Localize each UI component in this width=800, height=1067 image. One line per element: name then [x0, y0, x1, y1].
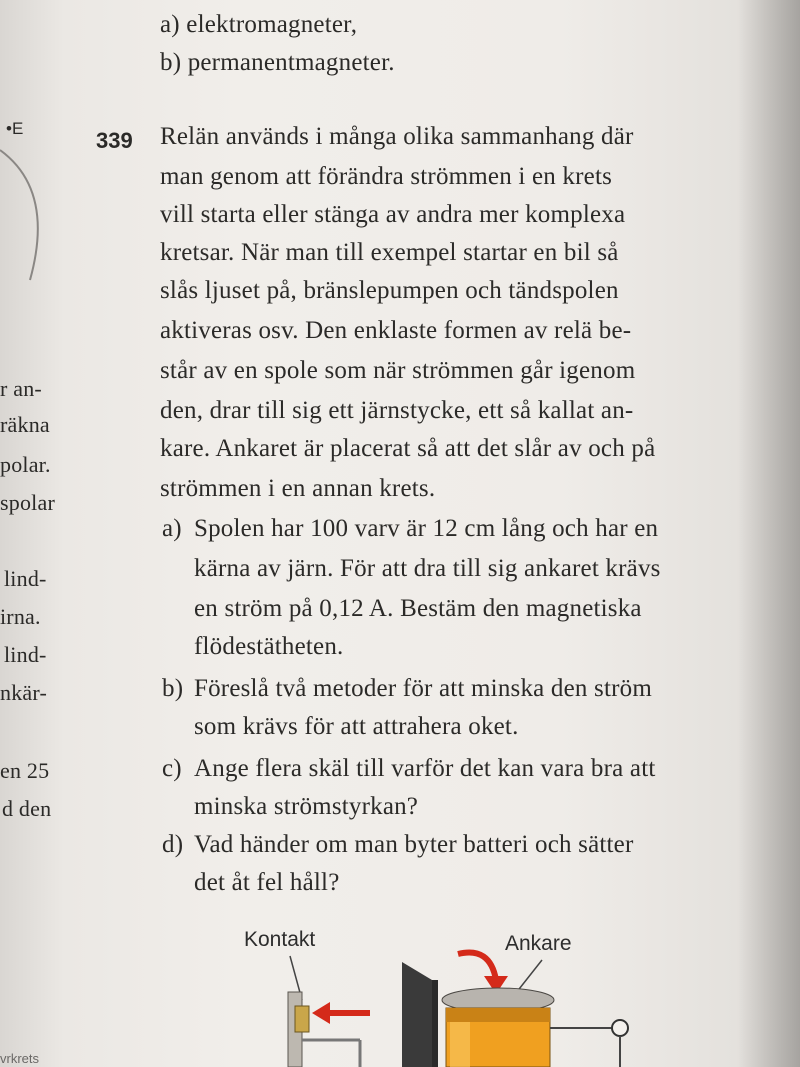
subquestion-line: Ange flera skäl till varför det kan vara bra att — [194, 755, 656, 782]
item-marker: b) — [160, 49, 182, 76]
relay-diagram — [240, 940, 660, 1067]
figure-label-anchor: Ankare — [505, 932, 572, 955]
margin-fragment: lind- — [4, 566, 47, 591]
problem-line: slås ljuset på, bränslepumpen och tändspolen — [160, 277, 619, 304]
problem-line: den, drar till sig ett järnstycke, ett så kallat an- — [160, 397, 634, 424]
relay-coil-highlight — [450, 1022, 470, 1067]
relay-frame — [402, 962, 432, 1067]
problem-line: kretsar. När man till exempel startar en bil så — [160, 239, 619, 266]
margin-fragment: lind- — [4, 642, 47, 667]
margin-fragment-bottom: vrkrets — [0, 1051, 39, 1066]
margin-fragment: nkär- — [0, 680, 47, 705]
subquestion-line: Spolen har 100 varv är 12 cm lång och har en — [194, 515, 659, 542]
item-text: elektromagneter, — [186, 11, 358, 38]
top-item-a — [160, 12, 357, 37]
margin-fragment: polar. — [0, 452, 51, 477]
margin-marker: •E — [6, 119, 24, 138]
problem-line: kare. Ankaret är placerat så att det slår av och på — [160, 435, 656, 462]
problem-line: aktiveras osv. Den enklaste formen av relä be- — [160, 317, 632, 344]
page-edge-shadow — [738, 0, 800, 1067]
margin-fragment: en 25 — [0, 758, 50, 783]
figure-label-contact: Kontakt — [244, 928, 316, 951]
problem-line: Relän används i många olika sammanhang där — [160, 123, 634, 150]
contact-spring — [295, 1006, 309, 1032]
problem-line: vill starta eller stänga av andra mer komplexa — [160, 201, 626, 228]
problem-line: står av en spole som när strömmen går igenom — [160, 357, 636, 384]
top-item-b — [160, 50, 395, 75]
margin-fragment: d den — [2, 796, 52, 821]
subquestion-line: som krävs för att attrahera oket. — [194, 713, 519, 740]
terminal-circle-icon — [612, 1020, 628, 1036]
subquestion-line: en ström på 0,12 A. Bestäm den magnetiska — [194, 595, 642, 622]
margin-fragment: räkna — [0, 412, 50, 437]
subquestion-line: det åt fel håll? — [194, 869, 340, 896]
relay-frame-side — [432, 980, 438, 1067]
margin-curve — [0, 130, 60, 310]
subquestion-line: flödestätheten. — [194, 633, 344, 660]
problem-line: man genom att förändra strömmen i en krets — [160, 163, 613, 190]
subquestion-line: kärna av järn. För att dra till sig ankaret krävs — [194, 555, 661, 582]
margin-fragment: irna. — [0, 604, 41, 629]
item-text: permanentmagneter. — [187, 49, 395, 76]
subquestion-marker: c) — [162, 755, 182, 782]
problem-number: 339 — [96, 128, 133, 153]
margin-fragment: r an- — [0, 376, 42, 401]
subquestion-marker: d) — [162, 831, 184, 858]
margin-fragment: spolar — [0, 490, 55, 515]
arrow-left-head-icon — [312, 1002, 330, 1024]
problem-line: strömmen i en annan krets. — [160, 475, 436, 502]
arrow-down-icon — [458, 952, 496, 980]
item-marker: a) — [160, 11, 180, 38]
subquestion-marker: b) — [162, 675, 184, 702]
subquestion-line: Föreslå två metoder för att minska den ström — [194, 675, 652, 702]
relay-coil-top — [446, 1008, 550, 1022]
subquestion-line: Vad händer om man byter batteri och sätter — [194, 831, 634, 858]
subquestion-line: minska strömstyrkan? — [194, 793, 419, 820]
subquestion-marker: a) — [162, 515, 182, 542]
